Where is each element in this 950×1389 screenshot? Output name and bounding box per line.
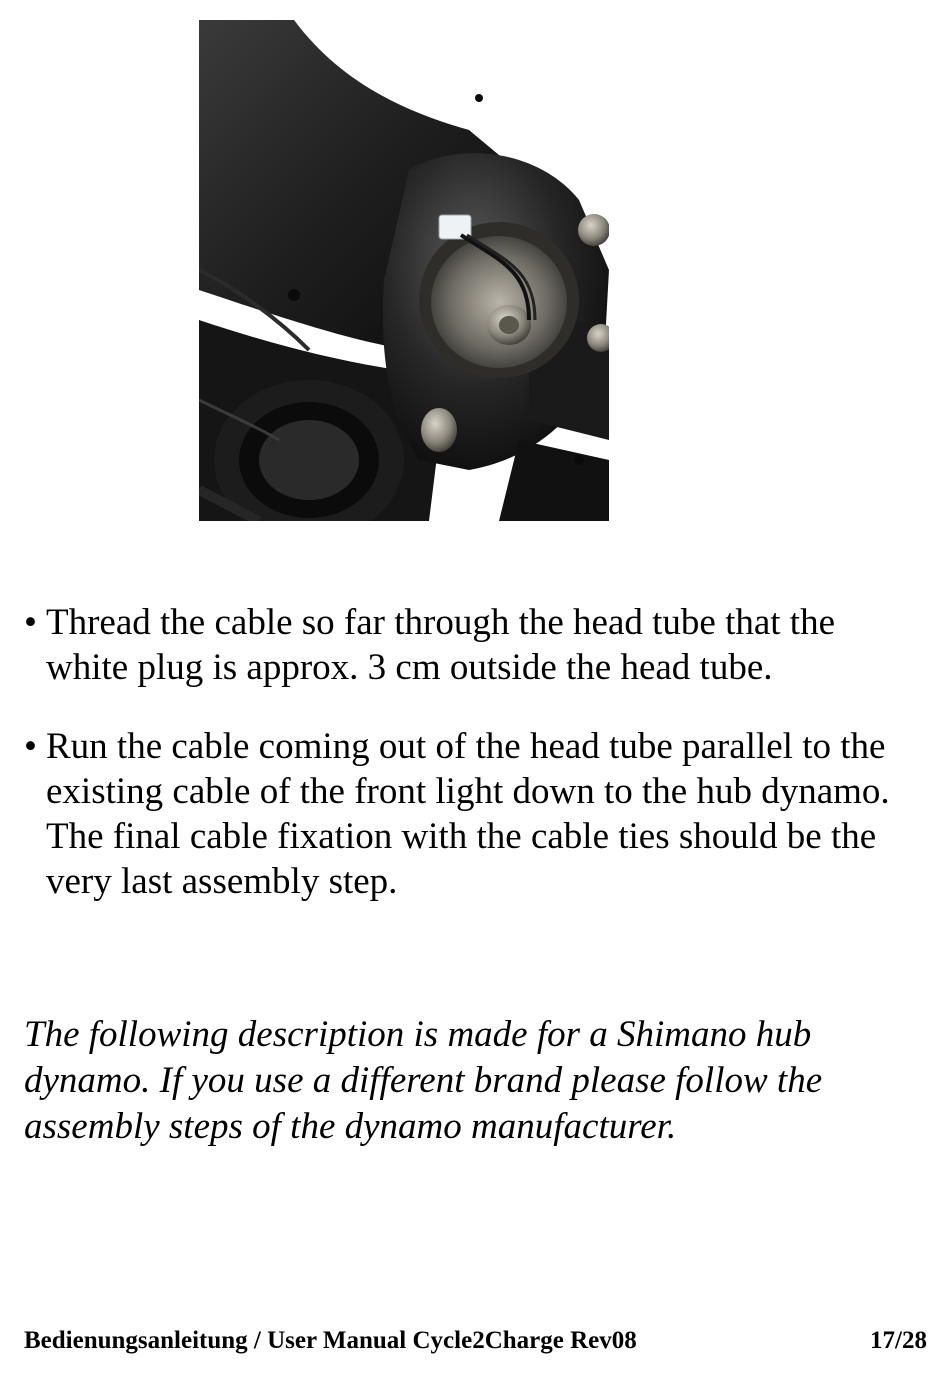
footer-title: Bedienungsanleitung / User Manual Cycle2Charge Rev08 <box>24 1327 637 1354</box>
stem-headtube-photo <box>199 20 609 521</box>
bullet-text: Thread the cable so far through the head tube that the white plug is approx. 3 cm outside the head tube. <box>46 602 836 688</box>
bullet-text: Run the cable coming out of the head tube parallel to the existing cable of the front light down to the hub dynamo. The final cable fixation with the cable ties should be the very last assembly step. <box>46 726 890 902</box>
instruction-list <box>24 600 924 938</box>
list-item <box>24 724 924 904</box>
page-number: 17/28 <box>870 1327 927 1354</box>
bullet-icon: • <box>24 602 37 643</box>
bullet-icon: • <box>24 726 37 767</box>
list-item <box>24 600 924 690</box>
shimano-note: The following description is made for a Shimano hub dynamo. If you use a different brand please follow the assembly steps of the dynamo manufacturer. <box>24 1014 823 1147</box>
page-footer <box>24 1325 927 1357</box>
